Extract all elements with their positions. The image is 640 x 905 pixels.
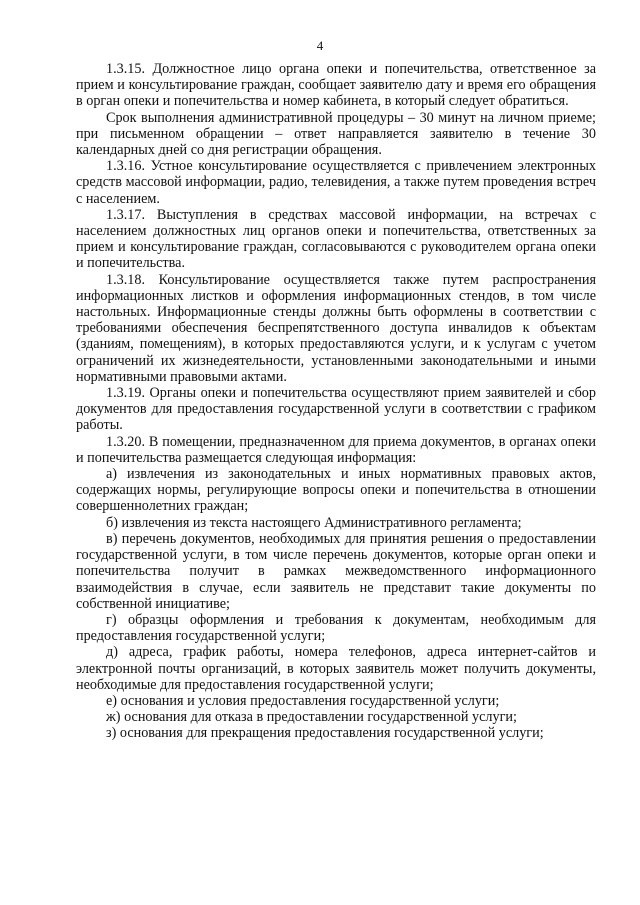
list-item-v: в) перечень документов, необходимых для принятия решения о предоставлении государственной услуги, в том числе перечень документов, которые орган опеки и попечительства получит в рамках межведомственного информационного взаимодействия в случае, если заявитель не представит такие документы по собственной инициативе;: [76, 530, 596, 612]
paragraph-1-3-17: 1.3.17. Выступления в средствах массовой информации, на встречах с населением должностных лиц органов опеки и попечительства, ответственных за прием и консультирование граждан, согласовываются с руководителем органа опеки и попечительства.: [76, 206, 596, 272]
paragraph-1-3-18: 1.3.18. Консультирование осуществляется также путем распространения информационных листков и оформления информационных стендов, в том числе настольных. Информационные стенды должны быть оформлены в соответствии с требованиями обеспечения беспрепятственного доступа инвалидов к объектам (зданиям, помещениям), в которых предоставляются услуги, и к услугам с учетом ограничений их жизнедеятельности, установленными законодательными и иными нормативными правовыми актами.: [76, 271, 596, 385]
list-item-d: д) адреса, график работы, номера телефонов, адреса интернет-сайтов и электронной почты организаций, в которых заявитель может получить документы, необходимые для предоставления государственной услуги;: [76, 644, 596, 693]
paragraph-procedure-deadline: Срок выполнения административной процедуры – 30 минут на личном приеме; при письменном обращении – ответ направляется заявителю в течение 30 календарных дней со дня регистрации обращения.: [76, 109, 596, 159]
list-item-zh: ж) основания для отказа в предоставлении государственной услуги;: [106, 709, 517, 726]
paragraph-1-3-15: 1.3.15. Должностное лицо органа опеки и попечительства, ответственное за прием и консультирование граждан, сообщает заявителю дату и время его обращения в орган опеки и попечительства и номер кабинета, в который следует обратиться.: [76, 61, 596, 110]
paragraph-1-3-19: 1.3.19. Органы опеки и попечительства осуществляют прием заявителей и сбор документов для предоставления государственной услуги в соответствии с графиком работы.: [76, 385, 596, 434]
document-body: [76, 61, 596, 742]
paragraph-1-3-16: 1.3.16. Устное консультирование осуществляется с привлечением электронных средств массовой информации, радио, телевидения, а также путем проведения встреч с населением.: [76, 158, 596, 207]
list-item-b: б) извлечения из текста настоящего Административного регламента;: [106, 514, 522, 531]
list-item-e: е) основания и условия предоставления государственной услуги;: [106, 692, 500, 709]
list-item-g: г) образцы оформления и требования к документам, необходимым для предоставления государственной услуги;: [76, 611, 596, 645]
list-item-z: з) основания для прекращения предоставления государственной услуги;: [106, 725, 544, 742]
paragraph-1-3-20: 1.3.20. В помещении, предназначенном для приема документов, в органах опеки и попечительства размещается следующая информация:: [76, 433, 596, 466]
list-item-a: а) извлечения из законодательных и иных нормативных правовых актов, содержащих нормы, регулирующие вопросы опеки и попечительства в отношении совершеннолетних граждан;: [76, 466, 596, 515]
page-number: 4: [316, 38, 324, 53]
